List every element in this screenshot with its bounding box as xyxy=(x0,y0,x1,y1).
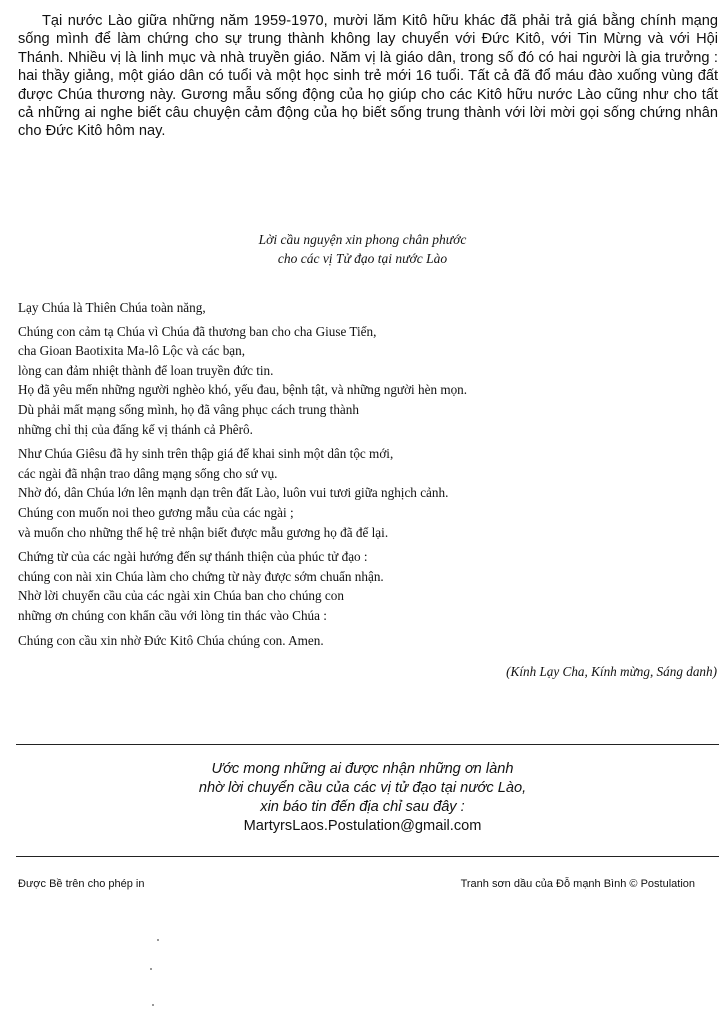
prayer-opening-line: Lạy Chúa là Thiên Chúa toàn năng, xyxy=(18,300,206,315)
prayer-closing: (Kính Lạy Cha, Kính mừng, Sáng danh) xyxy=(506,664,717,679)
prayer-line: Chúng con muốn noi theo gương mẫu của các ngài ; xyxy=(18,504,294,520)
divider-bottom xyxy=(16,856,719,857)
prayer-line: lòng can đảm nhiệt thành để loan truyền đức tin. xyxy=(18,362,274,378)
scan-speck xyxy=(152,1004,154,1006)
prayer-line: chúng con nài xin Chúa làm cho chứng từ này được sớm chuẩn nhận. xyxy=(18,568,384,584)
intro-section xyxy=(18,12,718,141)
prayer-line: Nhờ đó, dân Chúa lớn lên mạnh dạn trên đất Lào, luôn vui tươi giữa nghịch cảnh. xyxy=(18,485,449,501)
prayer-line: những ơn chúng con khẩn cầu với lòng tin thác vào Chúa : xyxy=(18,607,327,623)
scan-speck xyxy=(150,968,152,970)
divider-top xyxy=(16,744,719,745)
prayer-title xyxy=(0,230,725,268)
prayer-line: Chúng con cảm tạ Chúa vì Chúa đã thương ban cho cha Giuse Tiến, xyxy=(18,323,377,339)
prayer-line: Dù phải mất mạng sống mình, họ đã vâng phục cách trung thành xyxy=(18,401,359,417)
wishes-line-3: xin báo tin đến địa chỉ sau đây : xyxy=(260,799,465,815)
prayer-stanza-2 xyxy=(18,444,718,542)
wishes-section xyxy=(0,760,725,836)
prayer-line: những chỉ thị của đấng kế vị thánh cả Phêrô. xyxy=(18,421,253,437)
intro-paragraph: Tại nước Lào giữa những năm 1959-1970, mười lăm Kitô hữu khác đã phải trả giá bằng chính mạng sống mình để làm chứng cho sự trung thành không lay chuyển với Đức Kitô, với Tin Mừng và với Hội Thánh. Nhiều vị là linh mục và nhà truyền giáo. Năm vị là giáo dân, trong số đó có hai người là gia trưởng : hai thầy giảng, một giáo dân có tuổi và một học sinh trẻ mới 16 tuổi. Tất cả đã đổ máu đào xuống vùng đất được Chúa thương này. Gương mẫu sống động của họ giúp cho các Kitô hữu nước Lào cũng như cho tất cả những ai nghe biết câu chuyện cảm động của họ biết sống trung thành với lời mời gọi sống chứng nhân cho Đức Kitô hôm nay. xyxy=(18,13,718,140)
prayer-line: và muốn cho những thế hệ trẻ nhận biết được mẫu gương họ đã để lại. xyxy=(18,524,389,540)
prayer-line: các ngài đã nhận trao dâng mạng sống cho sứ vụ. xyxy=(18,465,278,481)
prayer-line: Họ đã yêu mến những người nghèo khó, yếu đau, bệnh tật, và những người hèn mọn. xyxy=(18,382,468,398)
prayer-stanza-1 xyxy=(18,322,718,440)
prayer-stanza-3 xyxy=(18,547,718,625)
prayer-ending xyxy=(18,631,718,651)
wishes-line-2: nhờ lời chuyển cầu của các vị tử đạo tại nước Lào, xyxy=(198,780,527,796)
prayer-line: Như Chúa Giêsu đã hy sinh trên thập giá để khai sinh một dân tộc mới, xyxy=(18,446,394,462)
prayer-title-line-2: cho các vị Tử đạo tại nước Lào xyxy=(277,251,448,266)
prayer-ending-line: Chúng con cầu xin nhờ Đức Kitô Chúa chúng con. Amen. xyxy=(18,632,324,648)
prayer-line: cha Gioan Baotixita Ma-lô Lộc và các bạn, xyxy=(18,343,246,359)
footer-imprimatur: Được Bề trên cho phép in xyxy=(18,878,145,890)
prayer-body xyxy=(18,298,718,655)
wishes-line-1: Ước mong những ai được nhận những ơn lành xyxy=(211,761,514,777)
prayer-title-line-1: Lời cầu nguyện xin phong chân phước xyxy=(258,232,467,247)
prayer-opening xyxy=(18,298,718,318)
prayer-line: Nhờ lời chuyển cầu của các ngài xin Chúa ban cho chúng con xyxy=(18,588,344,604)
prayer-line: Chứng từ của các ngài hướng đến sự thánh thiện của phúc tử đạo : xyxy=(18,549,368,565)
scan-speck xyxy=(157,939,159,941)
footer-credit: Tranh sơn dầu của Đỗ mạnh Bình © Postulation xyxy=(460,878,695,890)
contact-email: MartyrsLaos.Postulation@gmail.com xyxy=(243,818,482,834)
